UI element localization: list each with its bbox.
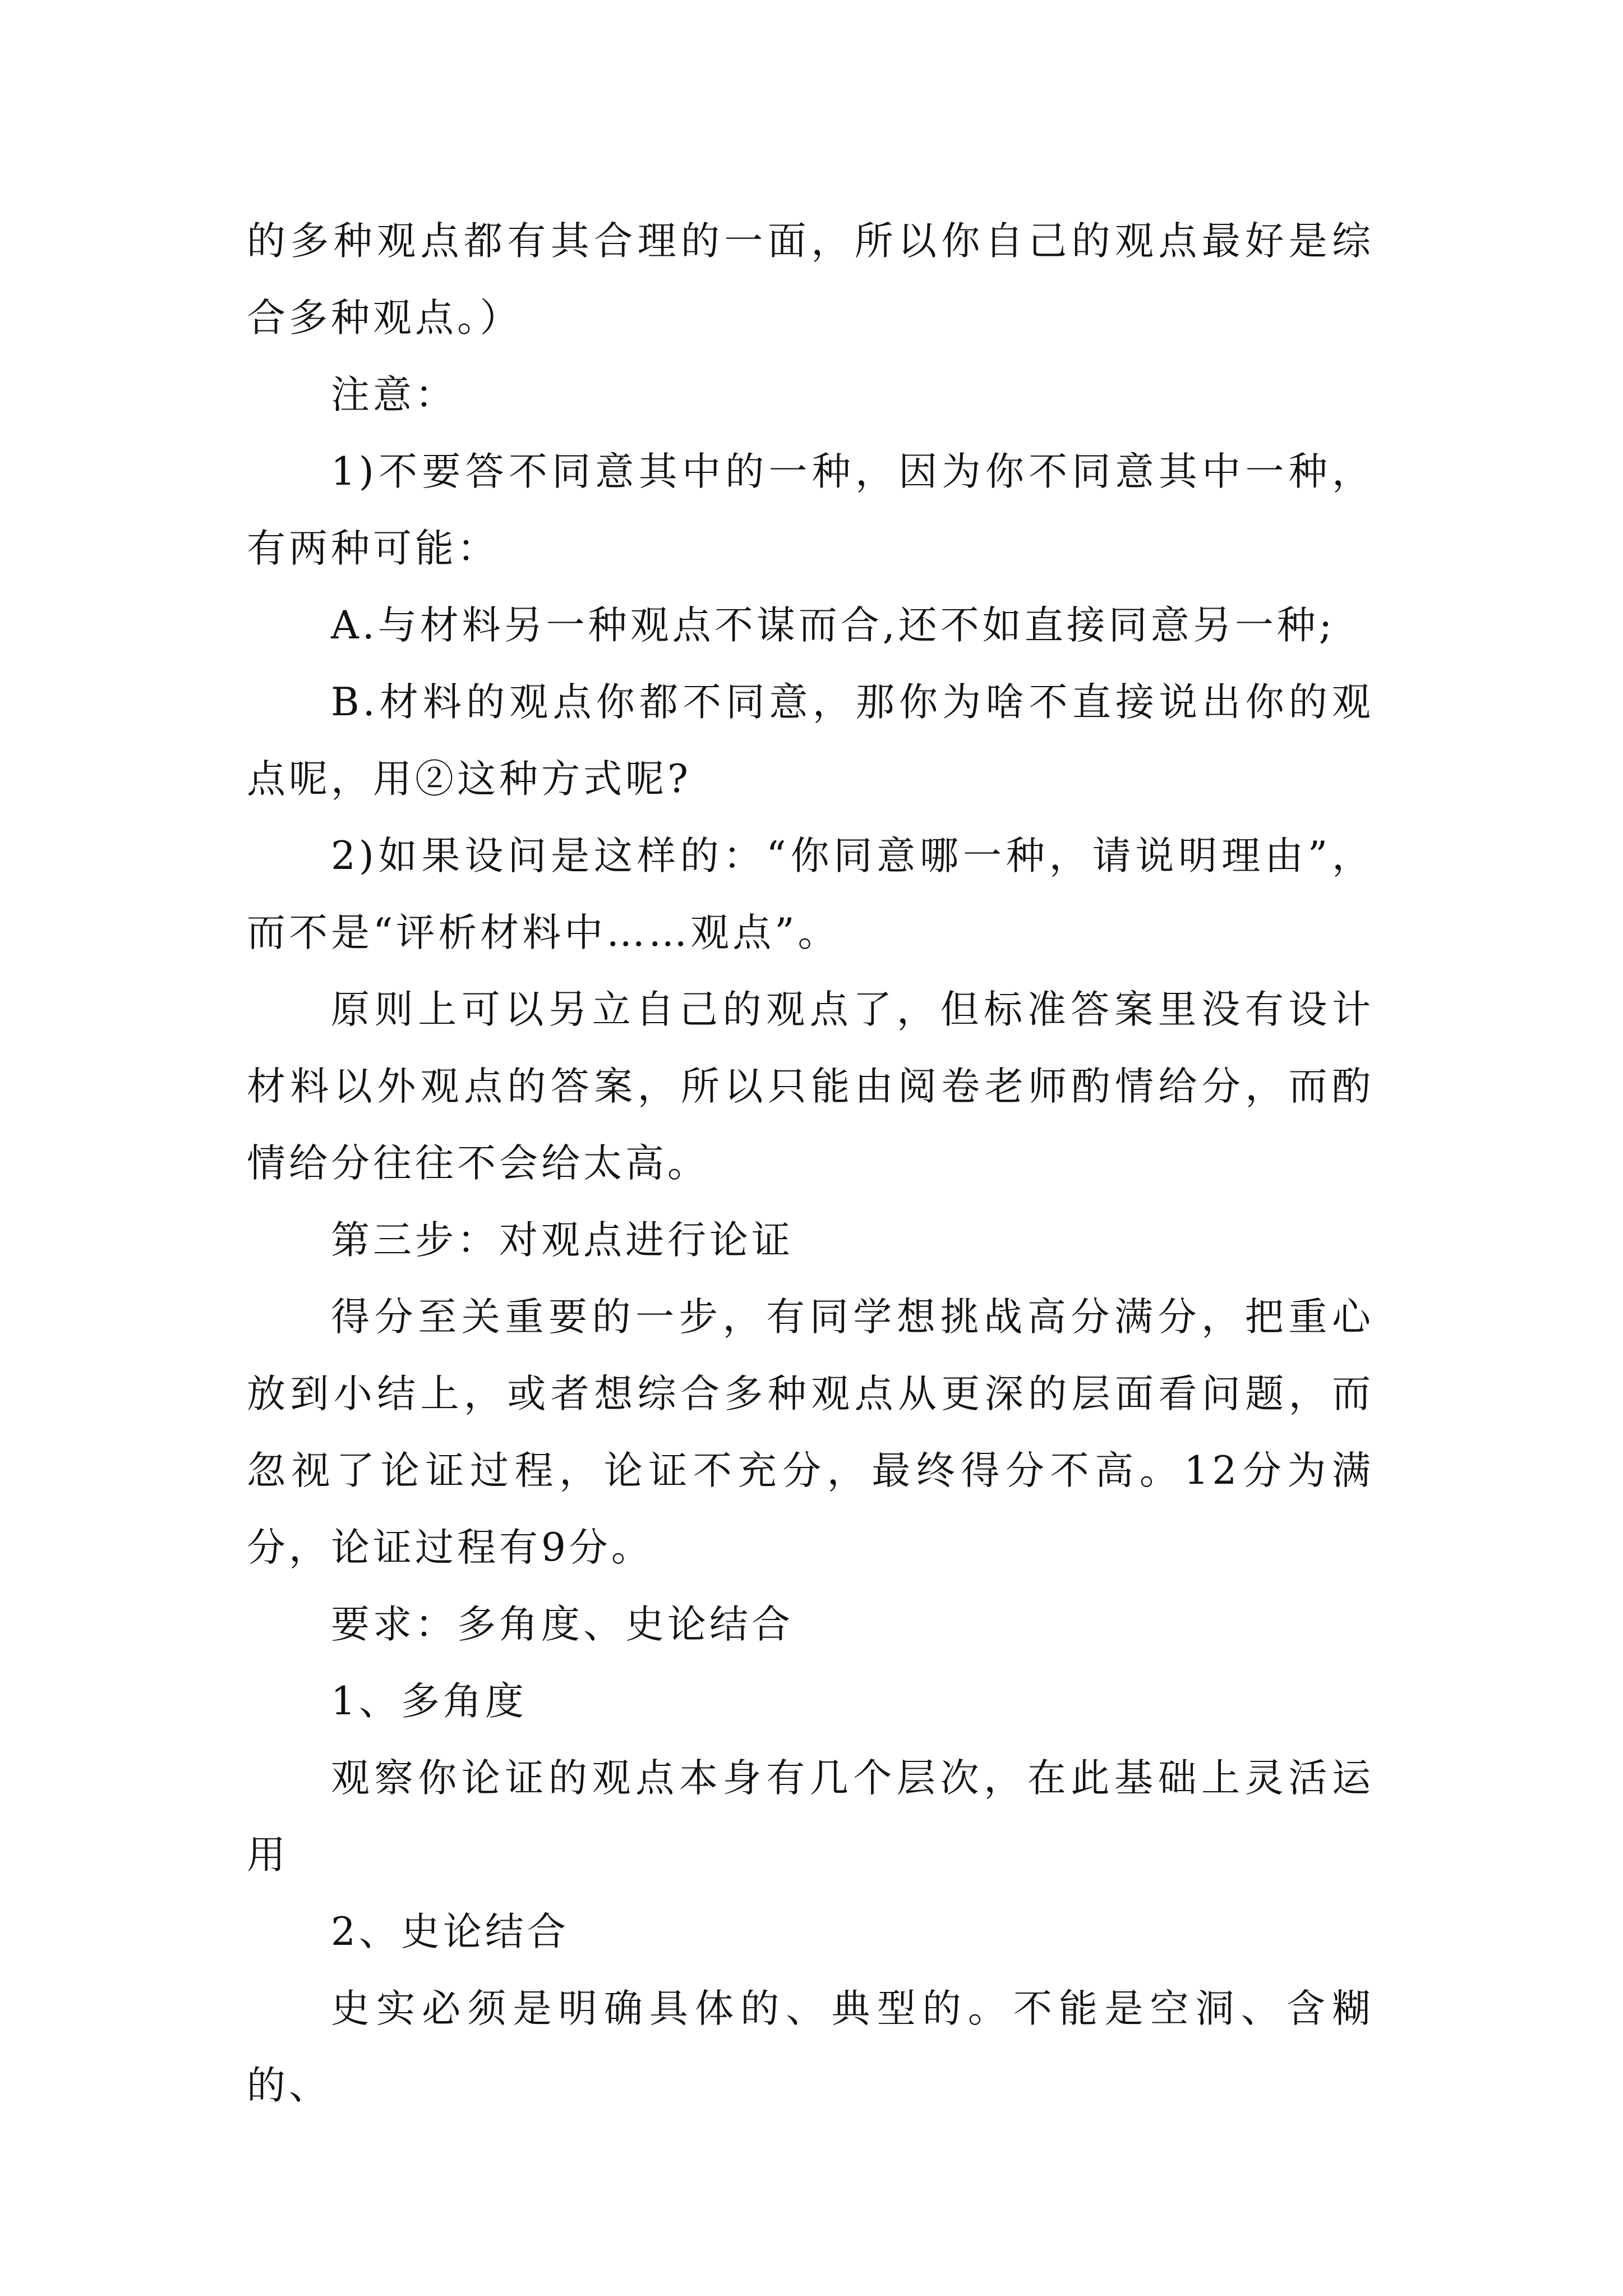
paragraph-note-2: 2)如果设问是这样的：“你同意哪一种，请说明理由”，而不是“评析材料中……观点”。 [247,834,1374,955]
document-body [247,203,1374,2124]
paragraph-note-1: 1)不要答不同意其中的一种，因为你不同意其中一种，有两种可能： [247,449,1374,571]
paragraph-step-three-heading: 第三步：对观点进行论证 [331,1218,794,1263]
paragraph-multi-angle-body: 观察你论证的观点本身有几个层次，在此基础上灵活运用 [247,1756,1374,1878]
paragraph-history-theory-body: 史实必须是明确具体的、典型的。不能是空洞、含糊的、 [247,1986,1374,2108]
paragraph-note-heading: 注意： [331,372,457,417]
paragraph-option-a: A.与材料另一种观点不谋而合,还不如直接同意另一种; [331,603,1335,648]
paragraph-step-three-body: 得分至关重要的一步，有同学想挑战高分满分，把重心放到小结上，或者想综合多种观点从更深的层面看问题，而忽视了论证过程，论证不充分，最终得分不高。12分为满分，论证过程有9分。 [247,1295,1374,1570]
paragraph-requirements: 要求：多角度、史论结合 [331,1602,794,1647]
paragraph-history-theory-heading: 2、史论结合 [331,1910,569,1954]
paragraph-principle: 原则上可以另立自己的观点了，但标准答案里没有设计材料以外观点的答案，所以只能由阅卷老师酌情给分，而酌情给分往往不会给太高。 [247,987,1374,1186]
paragraph-option-b: B.材料的观点你都不同意，那你为啥不直接说出你的观点呢，用②这种方式呢? [247,680,1374,802]
paragraph-continuation: 的多种观点都有其合理的一面，所以你自己的观点最好是综合多种观点。） [247,219,1374,341]
paragraph-multi-angle-heading: 1、多角度 [331,1679,527,1724]
